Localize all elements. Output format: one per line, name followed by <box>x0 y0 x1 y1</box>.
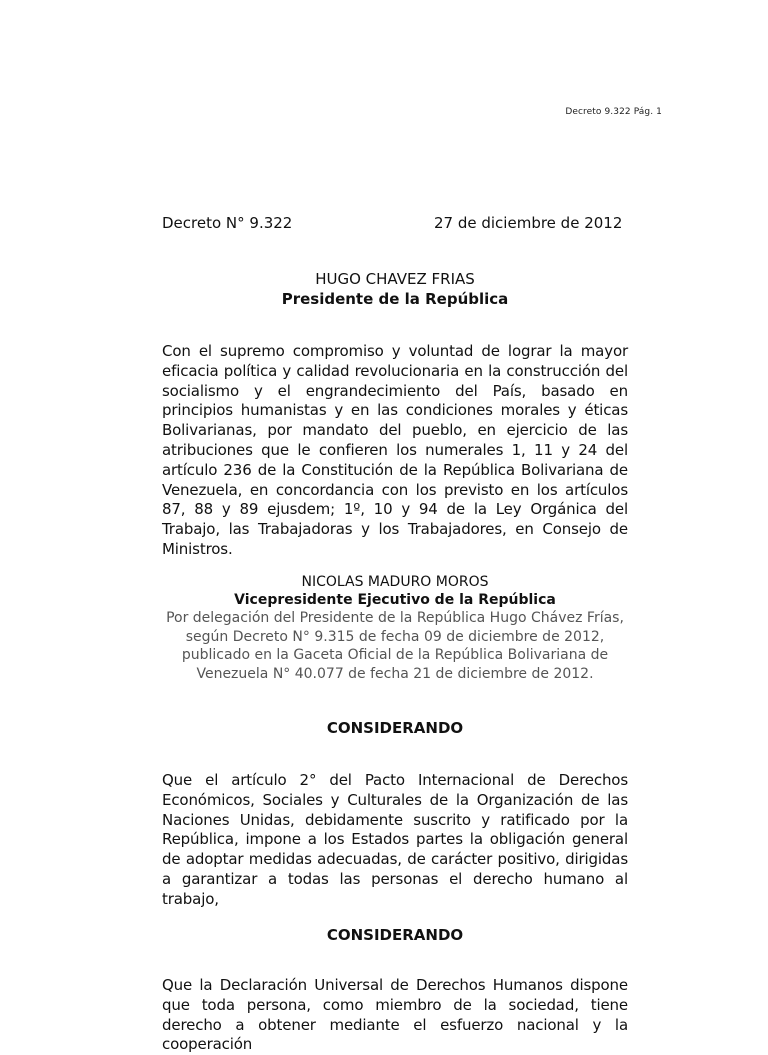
president-name: HUGO CHAVEZ FRIAS <box>315 270 475 288</box>
considerando-heading: CONSIDERANDO <box>326 719 464 737</box>
considerando-paragraph: Que el artículo 2° del Pacto Internacional de Derechos Económicos, Sociales y Culturales de la Organización de las Naciones Unidas, debidamente suscrito y ratificado por la República, impone a los Estados partes la obligación general de adoptar medidas adecuadas, de carácter positivo, dirigidas a garantizar a todas las personas el derecho humano al trabajo, <box>162 771 628 908</box>
vice-president-title: Vicepresidente Ejecutivo de la República <box>234 592 556 608</box>
vice-president-block <box>162 573 628 683</box>
considerando-paragraph: Que la Declaración Universal de Derechos Humanos dispone que toda persona, como miembro de la sociedad, tiene derecho a obtener mediante el esfuerzo nacional y la cooperación <box>162 976 628 1054</box>
delegation-line: Por delegación del Presidente de la República Hugo Chávez Frías, <box>166 610 624 626</box>
delegation-line: publicado en la Gaceta Oficial de la República Bolivariana de <box>181 647 609 663</box>
page-reference: Decreto 9.322 Pág. 1 <box>565 107 662 117</box>
decree-number: Decreto N° 9.322 <box>162 214 293 232</box>
delegation-line: Venezuela N° 40.077 de fecha 21 de diciembre de 2012. <box>196 665 594 682</box>
considerando-heading: CONSIDERANDO <box>326 926 464 944</box>
preamble-paragraph: Con el supremo compromiso y voluntad de lograr la mayor eficacia política y calidad revolucionaria en la construcción del socialismo y el engrandecimiento del País, basado en principios humanistas y en las condiciones morales y éticas Bolivarianas, por mandato del pueblo, en ejercicio de las atribuciones que le confieren los numerales 1, 11 y 24 del artículo 236 de la Constitución de la República Bolivariana de Venezuela, en concordancia con los previsto en los artículos 87, 88 y 89 ejusdem; 1º, 10 y 94 de la Ley Orgánica del Trabajo, las Trabajadoras y los Trabajadores, en Consejo de Ministros. <box>162 342 628 558</box>
delegation-note <box>162 609 628 683</box>
president-title: Presidente de la República <box>281 290 509 308</box>
decree-date: 27 de diciembre de 2012 <box>434 214 623 232</box>
vice-president-name: NICOLAS MADURO MOROS <box>301 574 489 590</box>
president-block <box>162 269 628 309</box>
delegation-line: según Decreto N° 9.315 de fecha 09 de diciembre de 2012, <box>185 628 605 645</box>
